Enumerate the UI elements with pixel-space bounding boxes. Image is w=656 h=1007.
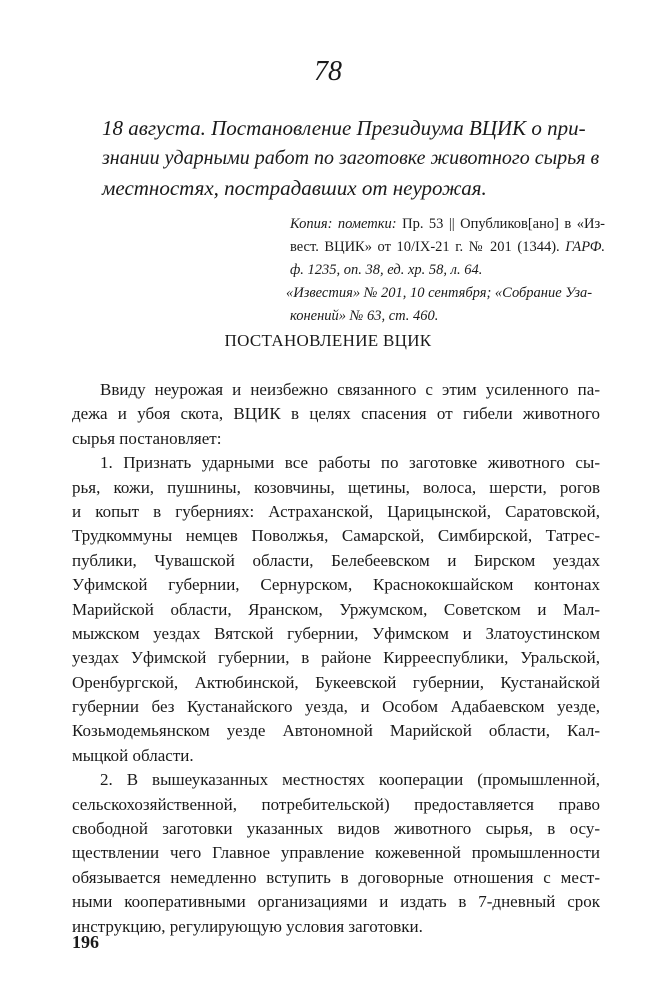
body-line: Трудкоммуны немцев Поволжья, Самарской, Симбирской, Татрес- <box>72 526 600 546</box>
body-line: 1. Признать ударными все работы по заготовке животного сы- <box>100 453 600 473</box>
document-body <box>72 378 600 939</box>
source-fragment: вест. ВЦИК» от 10/IX-21 г. № 201 (1344). <box>290 239 566 255</box>
source-line: конений» № 63, ст. 460. <box>290 308 439 324</box>
body-line: и копыт в губерниях: Астраханской, Царицынской, Саратовской, <box>72 501 600 521</box>
body-line: уездах Уфимской губернии, в районе Киррееспублики, Уральской, <box>72 648 600 668</box>
body-line: Уфимской губернии, Сернурском, Краснококшайском контонах <box>72 575 600 595</box>
body-line: дежа и убоя скота, ВЦИК в целях спасения от гибели животного <box>72 404 600 424</box>
body-line: 2. В вышеуказанных местностях кооперации (промышленной, <box>100 770 600 790</box>
body-line: Марийской области, Яранском, Уржумском, Советском и Мал- <box>72 599 600 619</box>
source-note <box>286 213 605 328</box>
body-line: обязывается немедленно вступить в договорные отношения с мест- <box>72 867 600 887</box>
source-fragment: Пр. 53 || Опубликов[ано] в «Из- <box>402 216 605 232</box>
body-line: сельскохозяйственной, потребительской) предоставляется право <box>72 794 600 814</box>
document-heading <box>102 113 602 203</box>
body-line: инструкцию, регулирующую условия заготовки. <box>72 916 423 936</box>
body-line: сырья постановляет: <box>72 428 222 448</box>
body-line: публики, Чувашской области, Белебеевском и Бирском уездах <box>72 550 600 570</box>
source-fragment: Копия: пометки: <box>290 216 403 232</box>
body-line: рья, кожи, пушнины, козовчины, щетины, волоса, шерсти, рогов <box>72 477 600 497</box>
body-line: Ввиду неурожая и неизбежно связанного с этим усиленного па- <box>100 380 600 399</box>
source-line <box>290 236 605 259</box>
body-line: мыжском уездах Вятской губернии, Уфимском и Златоустинском <box>72 623 600 643</box>
body-line: Оренбургской, Актюбинской, Букеевской губернии, Кустанайской <box>72 672 600 692</box>
source-line: «Известия» № 201, 10 сентября; «Собрание Уза- <box>286 285 593 301</box>
body-line: губернии без Кустанайского уезда, и Особом Адабаевском уезде, <box>72 697 600 717</box>
body-line: ными кооперативными организациями и издать в 7-дневный срок <box>72 892 600 912</box>
heading-line: знании ударными работ по заготовке животного сырья в <box>102 147 600 169</box>
body-line: свободной заготовки указанных видов животного сырья, в осу- <box>72 819 600 839</box>
body-line: мыцкой области. <box>72 745 194 765</box>
heading-line: 18 августа. Постановление Президиума ВЦИК о при- <box>102 116 586 140</box>
page-number: 196 <box>72 932 99 952</box>
section-title: ПОСТАНОВЛЕНИЕ ВЦИК <box>224 331 432 350</box>
document-number: 78 <box>314 56 342 87</box>
source-fragment: ГАРФ. <box>565 239 605 255</box>
body-line: Козьмодемьянском уезде Автономной Марийской области, Кал- <box>72 721 600 741</box>
heading-line: местностях, пострадавших от неурожая. <box>102 176 487 200</box>
source-line: ф. 1235, оп. 38, ед. хр. 58, л. 64. <box>290 262 483 278</box>
source-line <box>290 213 605 236</box>
body-line: ществлении чего Главное управление кожевенной промышленности <box>72 843 600 863</box>
